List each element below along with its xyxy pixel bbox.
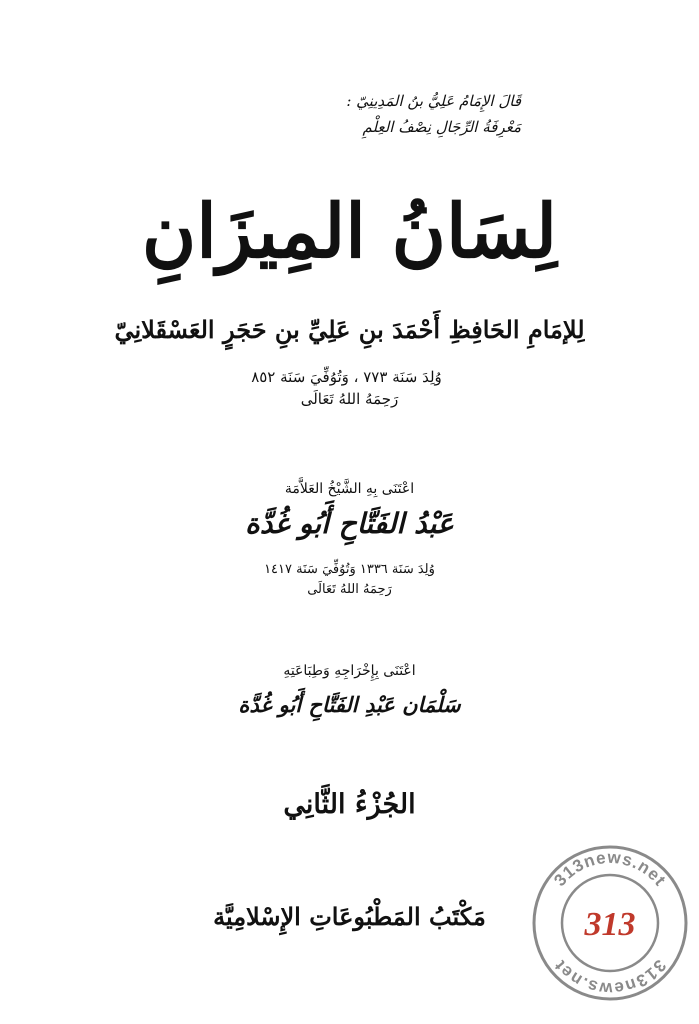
author-dates-line-2: رَحِمَهُ اللهُ تَعَالَى [300,390,399,408]
watermark-seal [530,843,690,1003]
publisher-editor-intro: اعْتَنَى بِإِخْرَاجِهِ وَطِبَاعَتِهِ [283,663,416,679]
editor-intro: اعْتَنَى بِهِ الشَّيْخُ العَلاَّمَة [284,481,415,497]
publisher-name: مَكْتَبُ المَطْبُوعَاتِ الإِسْلامِيَّة [213,902,486,931]
editor-name: عَبْدُ الفَتَّاحِ أَبُو غُدَّة [245,507,454,540]
book-title: لِسَانُ المِيزَانِ [141,189,558,275]
editor-dates-line-1: وُلِدَ سَنَة ١٣٣٦ وَتُوُفِّيَ سَنَة ١٤١٧ [264,562,435,577]
volume-label: الجُزْءُ الثَّانِي [283,789,416,820]
editor-dates [0,560,699,600]
epigraph-line-1: قَالَ الإِمَامُ عَلِيُّ بنُ المَدِينِيّ : [346,92,521,110]
watermark-site-top: 313news.net [550,847,670,890]
watermark-site-bottom: 313news.net [550,956,670,999]
watermark-number: 313 [584,906,636,943]
author-dates-line-1: وُلِدَ سَنَة ٧٧٣ ، وَتُوُفِّيَ سَنَة ٨٥٢ [251,368,442,386]
author-name: لِلإمَامِ الحَافِظِ أَحْمَدَ بنِ عَلِيِّ بنِ حَجَرٍ العَسْقَلانِيّ [114,315,585,344]
publisher-editor-name: سَلْمَان عَبْدِ الفَتَّاحِ أَبُو غُدَّة [238,692,461,717]
epigraph-line-2: مَعْرِفَةُ الرِّجَالِ نِصْفُ العِلْمِ [362,118,521,136]
editor-dates-line-2: رَحِمَهُ اللهُ تَعَالَى [307,582,392,597]
epigraph [291,88,521,140]
author-dates [0,366,699,410]
